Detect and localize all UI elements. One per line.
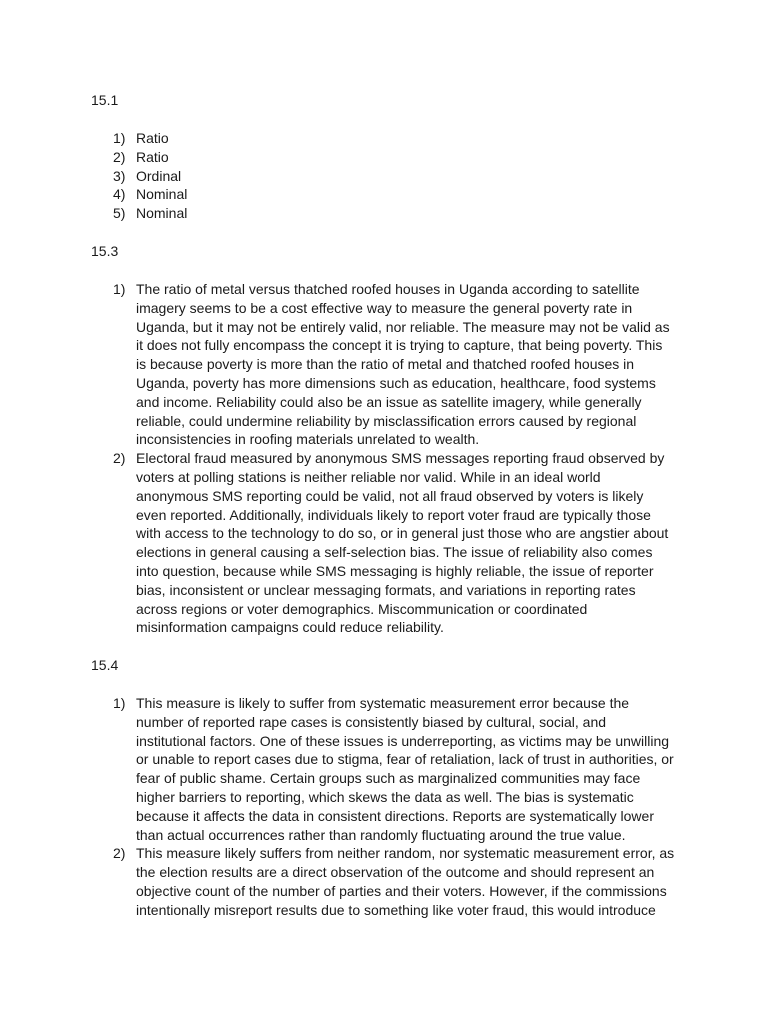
list-item-number: 2) bbox=[113, 148, 126, 165]
list-item bbox=[0, 167, 676, 186]
section-heading-15-3: 15.3 bbox=[91, 243, 119, 259]
list-item bbox=[0, 694, 676, 844]
list-item-number: 1) bbox=[113, 281, 126, 297]
list-item-number: 2) bbox=[113, 845, 126, 862]
list-item-text: This measure is likely to suffer from systematic measurement error because the number of reported rape cases is consistently biased by cultural, social, and institutional factors. One of these issues is underreporting, as victims may be unwilling or unable to report cases due to stigma, fear of retaliation, lack of trust in authorities, or fear of public shame. Certain groups such as marginalized communities may face higher barriers to reporting, which skews the data as well. The bias is systematic because it affects the data in consistent directions. Reports are systematically lower than actual occurrences rather than randomly fluctuating around the true value. bbox=[136, 695, 674, 843]
list-item-text: This measure likely suffers from neither random, nor systematic measurement error, as the election results are a direct observation of the outcome and should represent an objective count of the number of parties and their voters. However, if the commissions intentionally misreport results due to something like voter fraud, this would introduce bbox=[136, 845, 675, 918]
list-item-text: Electoral fraud measured by anonymous SMS messages reporting fraud observed by voters at polling stations is neither reliable nor valid. While in an ideal world anonymous SMS reporting could be valid, not all fraud observed by voters is likely even reported. Additionally, individuals likely to report voter fraud are typically those with access to the technology to do so, or in general just those who are angstier about elections in general causing a self-selection bias. The issue of reliability also comes into question, because while SMS messaging is highly reliable, the issue of reporter bias, inconsistent or unclear messaging formats, and variations in reporting rates across regions or voter demographics. Miscommunication or coordinated misinformation campaigns could reduce reliability. bbox=[136, 450, 669, 636]
list-item-number: 2) bbox=[113, 450, 126, 467]
list-item-number: 1) bbox=[113, 695, 126, 711]
section-heading-15-4: 15.4 bbox=[91, 657, 119, 673]
list-item-number: 4) bbox=[113, 186, 126, 203]
list-item bbox=[0, 844, 676, 919]
answer-list-15-1 bbox=[0, 129, 676, 223]
answer-list-15-3 bbox=[0, 280, 676, 637]
list-item-text: The ratio of metal versus thatched roofed houses in Uganda according to satellite imagery seems to be a cost effective way to measure the general poverty rate in Uganda, but it may not be entirely valid, nor reliable. The measure may not be valid as it does not fully encompass the concept it is trying to capture, that being poverty. This is because poverty is more than the ratio of metal and thatched roofed houses in Uganda, poverty has more dimensions such as education, healthcare, food systems and income. Reliability could also be an issue as satellite imagery, while generally reliable, could undermine reliability by misclassification errors caused by regional inconsistencies in roofing materials unrelated to wealth. bbox=[136, 281, 670, 448]
list-item bbox=[0, 185, 676, 204]
list-item-number: 1) bbox=[113, 130, 126, 146]
list-item-text: Ordinal bbox=[136, 167, 182, 184]
list-item bbox=[0, 148, 676, 167]
list-item-text: Nominal bbox=[136, 205, 188, 222]
list-item bbox=[0, 129, 676, 148]
section-heading-15-1: 15.1 bbox=[91, 92, 119, 108]
list-item bbox=[0, 449, 676, 637]
answer-list-15-4 bbox=[0, 694, 676, 920]
list-item-number: 5) bbox=[113, 205, 126, 222]
list-item-text: Nominal bbox=[136, 186, 188, 203]
list-item-text: Ratio bbox=[136, 130, 169, 146]
list-item-text: Ratio bbox=[136, 148, 169, 165]
list-item bbox=[0, 280, 676, 449]
list-item bbox=[0, 204, 676, 223]
list-item-number: 3) bbox=[113, 167, 126, 184]
